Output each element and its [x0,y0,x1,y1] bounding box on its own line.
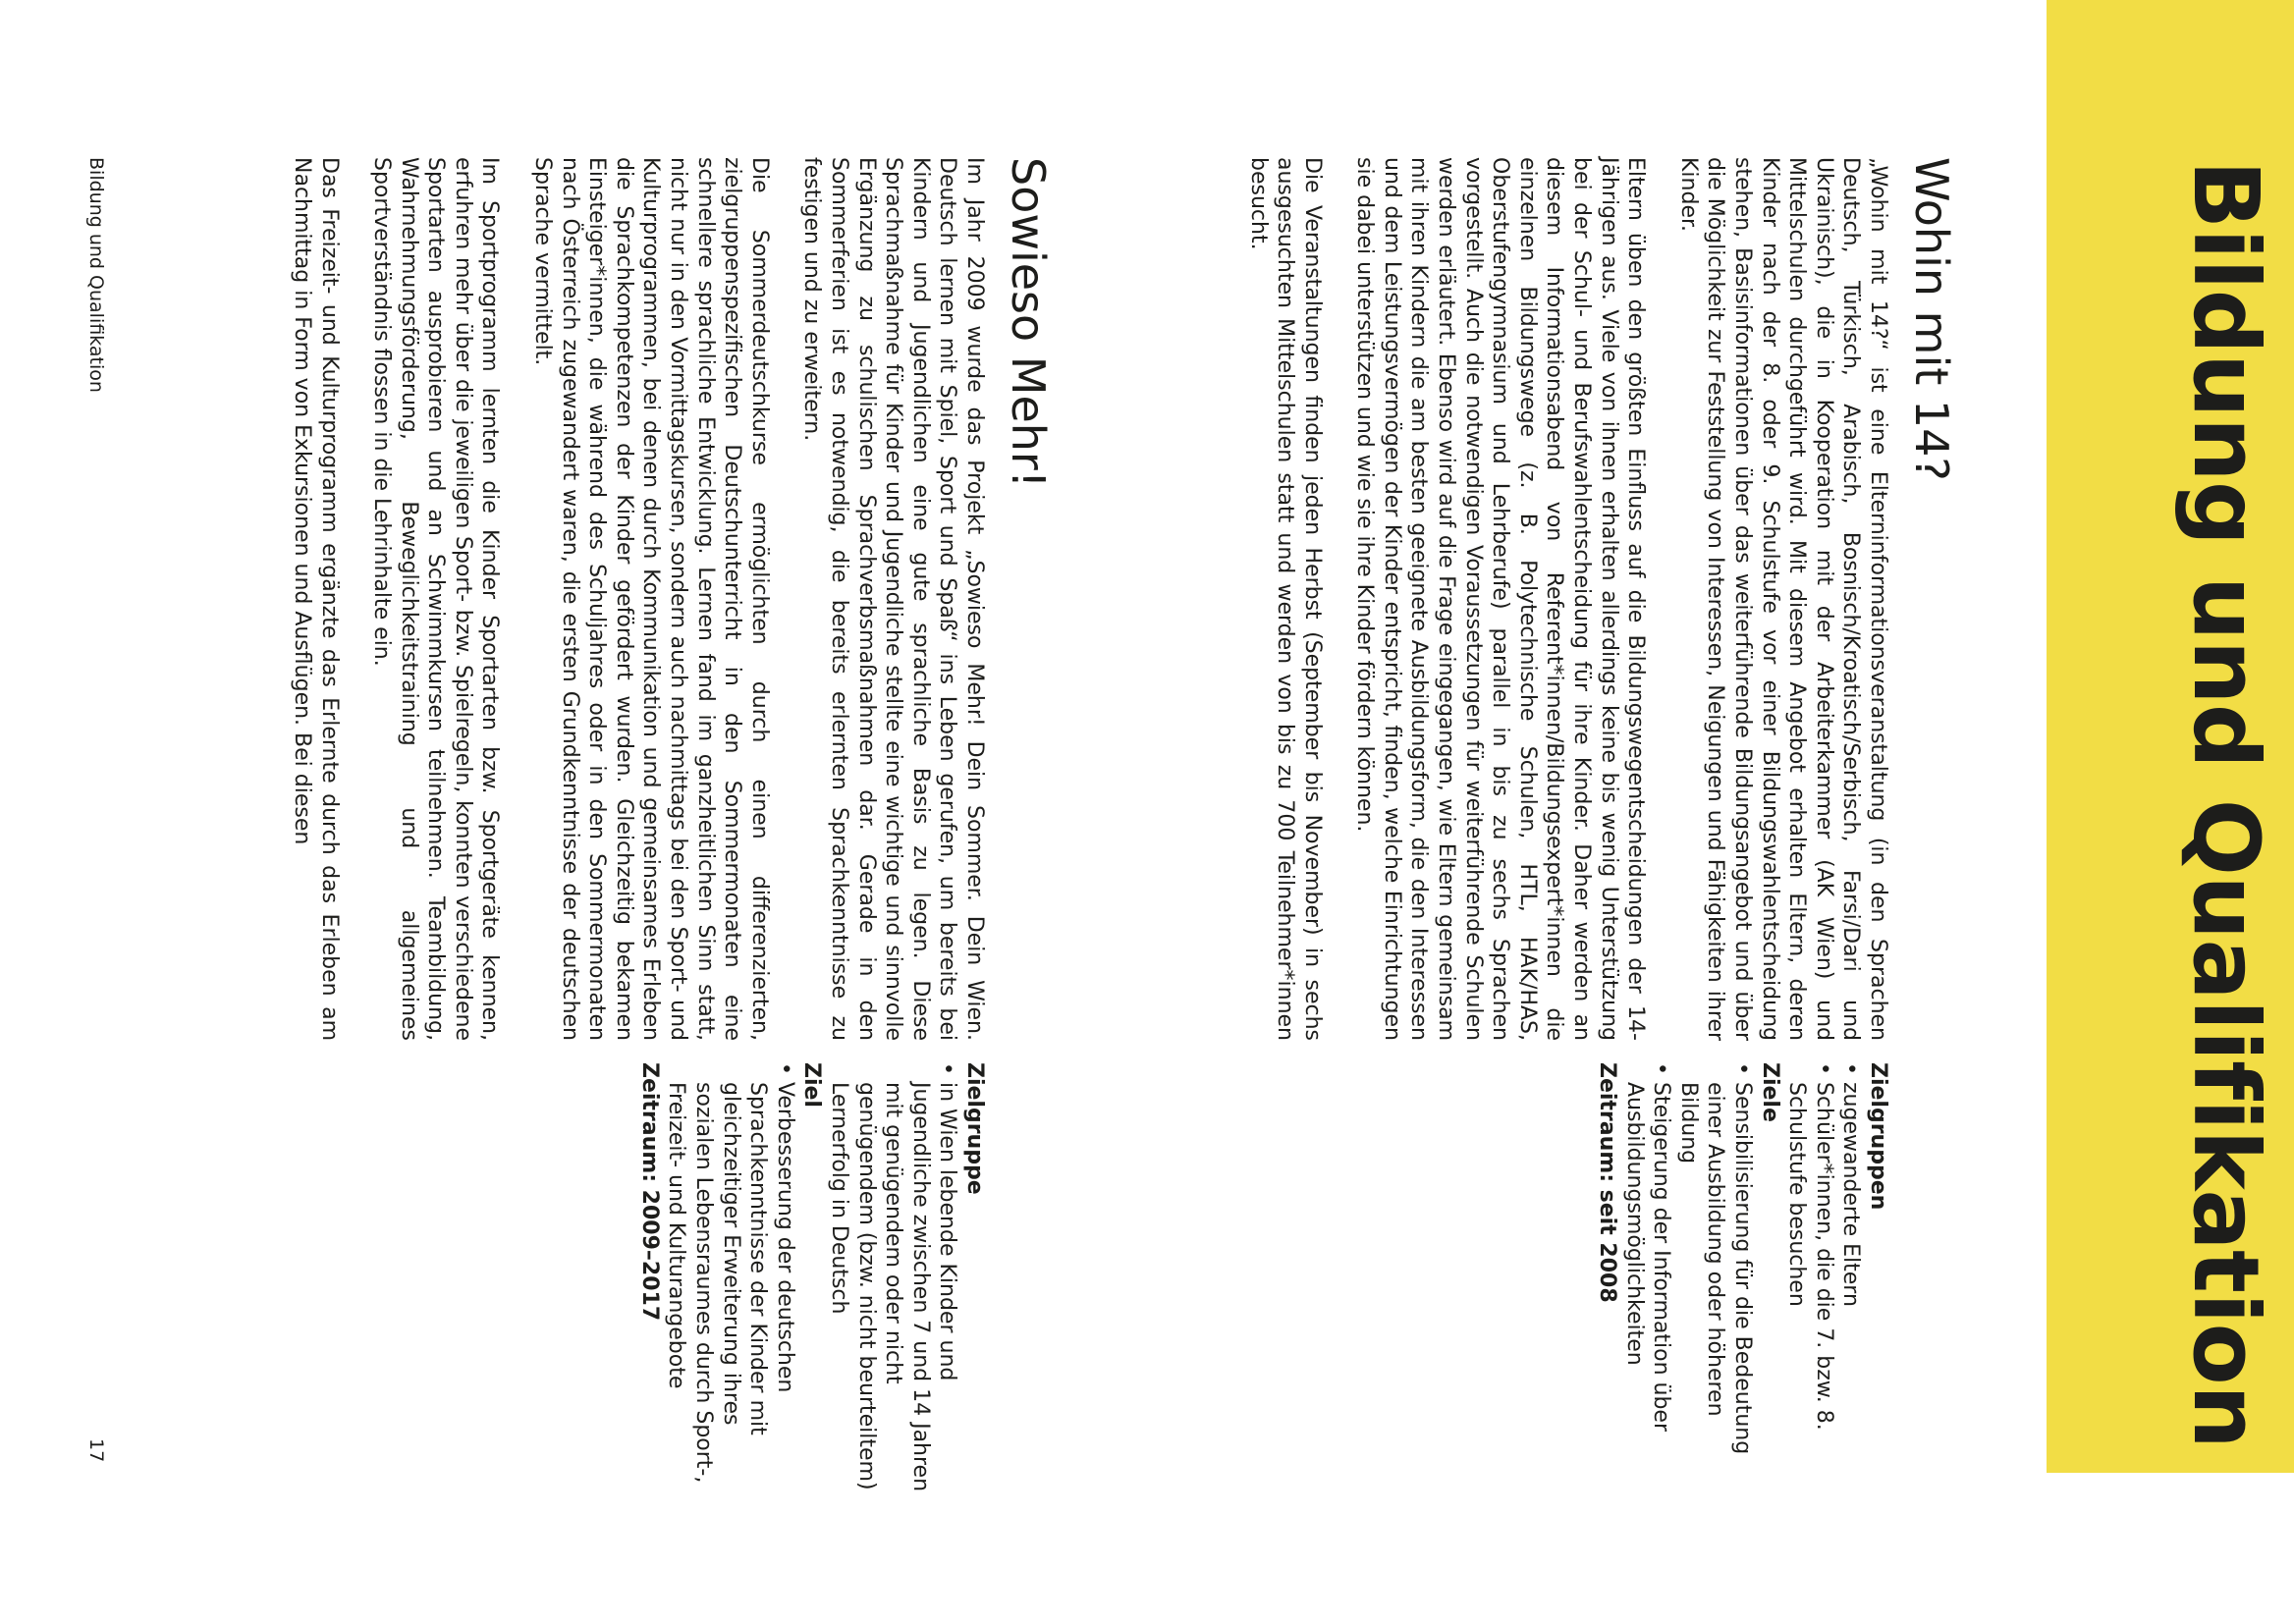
bullet-list [825,1062,960,1494]
bullet-list [663,1062,798,1494]
paragraph: Im Jahr 2009 wurde das Projekt „Sowieso Mehr! Dein Sommer. Dein Wien. Deutsch lernen mit Spiel, Sport und Spaß“ ins Leben gerufen, um bereits bei Kindern und Jugendlichen eine gute sprachliche Basis zu legen. Diese Sprachmaßnahme für Kinder und Jugendliche stellte eine wichtige und sinnvolle Ergänzung zu schulischen Sprachverbsmaßnahmen dar. Gerade in den Sommerferien ist es notwendig, die bereits erlernten Sprachkenntnisse zu festigen und zu erweitern. [799,157,987,1041]
page-number: 17 [85,1438,107,1463]
bullet-list [1620,1062,1756,1494]
list-item: • zugewanderte Eltern [1837,1062,1865,1494]
section-body-sowieso [288,157,988,1041]
sidebar-sowieso [635,1062,988,1494]
zeitraum-label: Zeitraum: seit 2008 [1595,1062,1620,1303]
sidebar-label: Ziele [1757,1062,1782,1122]
sidebar-label: Ziel [799,1062,825,1108]
paragraph: Im Sportprogramm lernten die Kinder Sportarten bzw. Sportgeräte kennen, erfuhren mehr über die jeweiligen Sport- bzw. Spielregeln, konnten verschiedene Sportarten ausprobieren und an Schwimmkursen teilnehmen. Teambildung, Wahrnehmungsförderung, Beweglichkeitstraining und allgemeines Sportverständnis flossen in die Lehrinhalte ein. [369,157,503,1041]
list-item: • Sensibilisierung für die Bedeutung einer Ausbildung oder höheren Bildung [1674,1062,1756,1494]
sidebar-label: Zielgruppe [962,1062,987,1195]
list-item: • Verbesserung der deutschen Sprachkenntnisse der Kinder mit gleichzeitiger Erweiterung ihres sozialen Lebensraumes durch Sport-, Freizeit- und Kulturangebote [663,1062,798,1494]
list-item: • in Wien lebende Kinder und Jugendliche zwischen 7 und 14 Jahren mit genügendem oder nicht genügendem (bzw. nicht beurteiltem) Lernerfolg in Deutsch [825,1062,960,1494]
zeitraum-label: Zeitraum: 2009–2017 [636,1062,662,1322]
sidebar-wohin [1593,1062,1891,1494]
section-body-wohin [1244,157,1891,1041]
paragraph: Eltern üben den größten Einfluss auf die Bildungswegentscheidungen der 14-Jährigen aus. Viele von ihnen erhalten allerdings keine bis wenig Unterstützung bei der Schul- und Berufswahlentscheidung für ihre Kinder. Daher werden an diesem Informationsabend von Referent*innen/Bildungsexpert*innen die einzelnen Bildungswege (z. B. Polytechnische Schulen, HTL, HAK/HAS, Oberstufengymnasium und Lehrberufe) parallel in bis zu sechs Sprachen vorgestellt. Auch die notwendigen Voraussetzungen für weiterführende Schulen werden erläutert. Ebenso wird auf die Frage eingegangen, wie Eltern gemeinsam mit ihren Kindern die am besten geeignete Ausbildungsform, die den Interessen und dem Leistungsvermögen der Kinder entspricht, finden, welche Einrichtungen sie dabei unterstützen und wie sie ihre Kinder fördern können. [1352,157,1649,1041]
list-item: • Schüler*innen, die die 7. bzw. 8. Schulstufe besuchen [1783,1062,1837,1494]
paragraph: Das Freizeit- und Kulturprogramm ergänzte das Erlernte durch das Erleben am Nachmittag in Form von Exkursionen und Ausflügen. Bei diesen [289,157,342,1041]
list-item: • Steigerung der Information über Ausbildungsmöglichkeiten [1620,1062,1674,1494]
page-title: Bildung und Qualifikation [2173,160,2278,1449]
paragraph: Die Veranstaltungen finden jeden Herbst (September bis November) in sechs ausgesuchten Mittelschulen statt und werden von bis zu 700 Teilnehmer*innen besucht. [1245,157,1325,1041]
section-heading-sowieso: Sowieso Mehr! [1002,157,1055,489]
section-heading-wohin: Wohin mit 14? [1905,157,1958,481]
sidebar-label: Zielgruppen [1866,1062,1890,1211]
footer-label: Bildung und Qualifikation [85,157,107,393]
paragraph: Die Sommerdeutschkurse ermöglichten durch einen differenzierten, zielgruppenspezifischen Deutschunterricht in den Sommermonaten eine schnellere sprachliche Entwicklung. Lernen fand im ganzheitlichen Sinn statt, nicht nur in den Vormittagskursen, sondern auch nachmittags bei den Sport- und Kulturprogrammen, bei denen durch Kommunikation und gemeinsames Erleben die Sprachkompetenzen der Kinder gefördert wurden. Gleichzeitig bekamen Einsteiger*innen, die während des Schuljahres oder in den Sommermonaten nach Österreich zugewandert waren, die ersten Grundkenntnisse der deutschen Sprache vermittelt. [530,157,772,1041]
paragraph: „Wohin mit 14?“ ist eine Elterninformationsveranstaltung (in den Sprachen Deutsch, Türkisch, Arabisch, Bosnisch/Kroatisch/Serbisch, Farsi/Dari und Ukrainisch), die in Kooperation mit der Arbeiterkammer (AK Wien) und Mittelschulen durchgeführt wird. Mit diesem Angebot erhalten Eltern, deren Kinder nach der 8. oder 9. Schulstufe vor einer Bildungswahlentscheidung stehen, Basisinformationen über das weiterführende Bildungsangebot und über die Möglichkeit zur Feststellung von Interessen, Neigungen und Fähigkeiten ihrer Kinder. [1675,157,1890,1041]
bullet-list [1783,1062,1865,1494]
